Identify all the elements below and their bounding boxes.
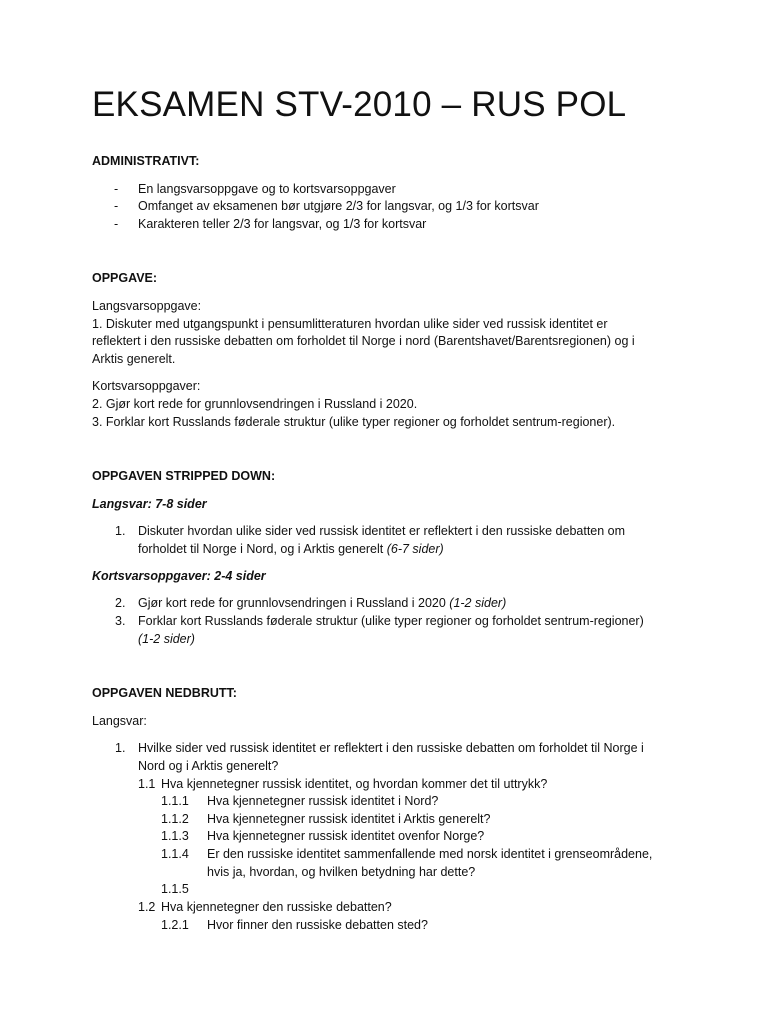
list-number: 1. xyxy=(115,741,126,755)
list-item-continued: forholdet til Norge i Nord, og i Arktis generelt (6-7 sider) xyxy=(138,542,444,556)
list-number: 1.2.1 xyxy=(161,918,189,932)
question-text: 1. Diskuter med utgangspunkt i pensumlitteraturen hvordan ulike sider ved russisk identitet er xyxy=(92,317,608,331)
list-item: Hva kjennetegner russisk identitet ovenfor Norge? xyxy=(207,829,485,843)
page-estimate: (1-2 sider) xyxy=(138,632,195,646)
bullet-dash: - xyxy=(114,217,119,231)
bullet-dash: - xyxy=(114,182,119,196)
langsvar-label: Langsvarsoppgave: xyxy=(92,299,202,313)
list-item: Hva kjennetegner den russiske debatten? xyxy=(161,900,392,914)
list-number: 3. xyxy=(115,614,126,628)
list-item-continued: Nord og i Arktis generelt? xyxy=(138,759,279,773)
list-number: 1.1.4 xyxy=(161,847,189,861)
list-item: Forklar kort Russlands føderale struktur (ulike typer regioner og forholdet sentrum-regioner) xyxy=(138,614,644,628)
question-text: 2. Gjør kort rede for grunnlovsendringen i Russland i 2020. xyxy=(92,397,418,411)
list-item: Hva kjennetegner russisk identitet i Arktis generelt? xyxy=(207,812,491,826)
langsvar-label: Langsvar: 7-8 sider xyxy=(92,497,207,511)
list-number: 1.1 xyxy=(138,777,156,791)
admin-item: Omfanget av eksamenen bør utgjøre 2/3 for langsvar, og 1/3 for kortsvar xyxy=(138,199,539,213)
section-heading-oppgave: OPPGAVE: xyxy=(92,271,158,285)
section-heading-administrativt: ADMINISTRATIVT: xyxy=(92,154,200,168)
section-heading-stripped-down: OPPGAVEN STRIPPED DOWN: xyxy=(92,469,276,483)
list-number: 1.2 xyxy=(138,900,156,914)
list-item: Er den russiske identitet sammenfallende med norsk identitet i grenseområdene, xyxy=(207,847,653,861)
list-item: Gjør kort rede for grunnlovsendringen i Russland i 2020 (1-2 sider) xyxy=(138,596,507,610)
list-item: Hvilke sider ved russisk identitet er reflektert i den russiske debatten om forholdet til Norge i xyxy=(138,741,644,755)
list-number: 1.1.1 xyxy=(161,794,189,808)
question-text: Arktis generelt. xyxy=(92,352,176,366)
section-heading-nedbrutt: OPPGAVEN NEDBRUTT: xyxy=(92,686,237,700)
page-estimate: (6-7 sider) xyxy=(386,542,444,556)
question-text: reflektert i den russiske debatten om forholdet til Norge i nord (Barentshavet/Barentsregionen) og i xyxy=(92,334,635,348)
bullet-dash: - xyxy=(114,199,119,213)
list-number: 1.1.5 xyxy=(161,882,189,896)
kortsvar-label: Kortsvarsoppgaver: xyxy=(92,379,201,393)
list-item: Hvor finner den russiske debatten sted? xyxy=(207,918,428,932)
list-item: Hva kjennetegner russisk identitet, og hvordan kommer det til uttrykk? xyxy=(161,777,548,791)
langsvar-label: Langsvar: xyxy=(92,714,147,728)
kortsvar-label: Kortsvarsoppgaver: 2-4 sider xyxy=(92,569,266,583)
list-item: Hva kjennetegner russisk identitet i Nord? xyxy=(207,794,439,808)
page-title: EKSAMEN STV-2010 – RUS POL xyxy=(92,85,627,124)
list-number: 1.1.2 xyxy=(161,812,189,826)
page-estimate: (1-2 sider) xyxy=(449,596,507,610)
list-number: 2. xyxy=(115,596,126,610)
question-text: 3. Forklar kort Russlands føderale struktur (ulike typer regioner og forholdet sentrum-regioner). xyxy=(92,415,616,429)
admin-item: En langsvarsoppgave og to kortsvarsoppgaver xyxy=(138,182,396,196)
admin-item: Karakteren teller 2/3 for langsvar, og 1/3 for kortsvar xyxy=(138,217,427,231)
list-number: 1. xyxy=(115,524,126,538)
list-item: Diskuter hvordan ulike sider ved russisk identitet er reflektert i den russiske debatten om xyxy=(138,524,626,538)
list-item-continued: hvis ja, hvordan, og hvilken betydning har dette? xyxy=(207,865,476,879)
list-number: 1.1.3 xyxy=(161,829,189,843)
